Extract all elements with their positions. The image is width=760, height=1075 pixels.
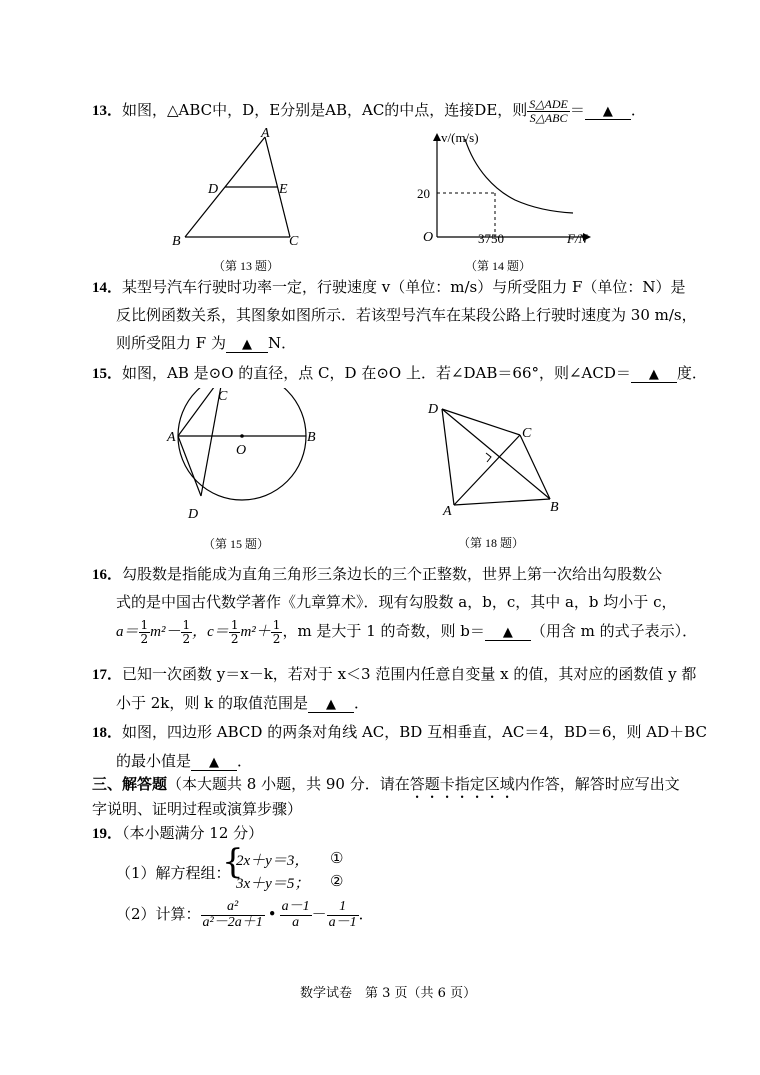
q15-number: 15． (92, 366, 123, 382)
q17-end: ． (354, 694, 370, 712)
q16-half-2 (181, 619, 193, 645)
q13-end: ． (630, 101, 646, 120)
q19-mark1: ① (330, 849, 344, 867)
q16-line2 (116, 591, 676, 612)
figure-13 (165, 125, 315, 273)
q13-frac-num: S△ADE (529, 97, 568, 111)
section3-desc-b: 内作答，解答时应写出文 (514, 775, 680, 793)
fig15-chord-ad (178, 436, 201, 496)
q16-number: 16． (92, 567, 123, 583)
q14-text-1: 某型号汽车行驶时功率一定，行驶速度 v（单位：m/s）与所受阻力 F（单位：N）是 (122, 278, 686, 296)
q19-frac3-den: a－1 (328, 914, 357, 930)
q14-line2 (116, 304, 697, 325)
q13-eq: ＝ (569, 101, 585, 120)
q18-text-2: 的最小值是 (116, 752, 192, 770)
q18-line1 (92, 721, 707, 742)
fig15-label-d: D (188, 507, 199, 522)
q19-brace: { (222, 842, 244, 882)
fig15-label-a: A (167, 430, 176, 445)
q14-text-3-end: N． (267, 334, 297, 352)
fig15-label-c: C (218, 389, 228, 404)
q19-score: （本小题满分 12 分） (122, 824, 264, 842)
fig13-label-d: D (208, 182, 219, 197)
q18-text-1: 如图，四边形 ABCD 的两条对角线 AC，BD 互相垂直，AC＝4，BD＝6，则 AD＋BC (122, 723, 707, 741)
fig14-ylabel: v/(m/s) (441, 130, 479, 145)
q16-half4-den: 2 (272, 631, 281, 646)
figure-18 (420, 395, 570, 555)
q19-minus: － (311, 905, 327, 924)
fig15-caption: （第 15 题） (203, 537, 270, 551)
q16-text-1: 勾股数是指能成为直角三角形三条边长的三个正整数，世界上第一次给出勾股数公 (122, 565, 663, 583)
q19-frac2 (280, 900, 312, 930)
q17-line2 (116, 692, 369, 713)
q13-answer-blank (585, 101, 631, 120)
fig18-label-a: A (443, 504, 452, 519)
q19-frac1-den: a²－2a＋1 (202, 914, 263, 930)
fig18-side-ba (454, 499, 550, 505)
fig18-side-cb (520, 435, 550, 499)
q19-mark2: ② (330, 872, 344, 890)
triangle-icon: ▲ (241, 337, 252, 352)
fig14-caption: （第 14 题） (465, 259, 532, 273)
fig15-label-o: O (236, 443, 247, 458)
q14-line1 (92, 276, 686, 297)
fig18-side-dc (442, 409, 520, 435)
q16-text-2: 式的是中国古代数学著作《九章算术》．现有勾股数 a，b，c，其中 a，b 均小于 c， (116, 593, 677, 611)
q19-frac3 (327, 900, 359, 930)
fig13-caption: （第 13 题） (213, 259, 280, 273)
q19-frac1 (201, 900, 265, 930)
q16-end: （用含 m 的式子表示）． (530, 622, 698, 641)
q14-number: 14． (92, 280, 123, 296)
q16-line1 (92, 563, 662, 584)
q19-part2 (116, 900, 374, 930)
q19-frac2-den: a (292, 914, 300, 930)
fig18-right-angle-mark (486, 453, 491, 462)
q16-half-den: 2 (140, 631, 149, 646)
q15-text: 如图，AB 是⊙O 的直径，点 C，D 在⊙O 上．若∠DAB＝66°，则∠ACD＝ (122, 364, 631, 382)
q14-text-3: 则所受阻力 F 为 (116, 334, 226, 352)
q17-line1 (92, 663, 696, 684)
triangle-icon: ▲ (602, 104, 613, 120)
q16-a-eq: a＝ (116, 624, 139, 641)
q14-text-2: 反比例函数关系，其图象如图所示．若该型号汽车在某段公路上行驶时速度为 30 m/s， (116, 306, 697, 324)
q16-cond: ，m 是大于 1 的奇数，则 b＝ (282, 622, 485, 641)
q18-answer-blank (191, 752, 237, 771)
section3-desc-emphasis: 答题卡指定区域 (409, 775, 515, 793)
section3-title: 三、解答题 (92, 777, 168, 793)
fig14-ytick: 20 (417, 186, 430, 201)
fig14-curve (465, 139, 573, 213)
q13-line (92, 98, 646, 124)
q19-eq1: 2x＋y＝3， (236, 853, 310, 869)
q16-m2-minus: m²－ (150, 624, 181, 641)
triangle-icon: ▲ (648, 367, 659, 382)
q19-part2-label: （2）计算： (116, 905, 201, 924)
fig18-caption: （第 18 题） (458, 536, 525, 550)
page-footer: 数学试卷 第 3 页（共 6 页） (300, 986, 477, 1001)
q13-text: 如图，△ABC中，D，E分别是AB，AC的中点，连接DE，则 (122, 101, 528, 120)
q16-half3-num: 1 (230, 618, 239, 632)
fig13-label-a: A (261, 126, 270, 141)
section3-line2 (92, 798, 302, 819)
q13-frac-den: S△ABC (529, 110, 568, 125)
fig18-side-ad (442, 409, 454, 505)
q16-answer-blank (485, 622, 531, 641)
q13-fraction (527, 98, 570, 124)
q16-c-eq: ，c＝ (192, 624, 229, 641)
q16-half-3 (229, 619, 241, 645)
triangle-icon: ▲ (209, 755, 220, 770)
q15-end: 度． (676, 364, 707, 382)
q18-line2 (116, 750, 252, 771)
q18-number: 18． (92, 725, 123, 741)
fig13-label-b: B (172, 234, 181, 249)
q16-half3-den: 2 (230, 631, 239, 646)
q16-half-num: 1 (140, 618, 149, 632)
q16-half4-num: 1 (272, 618, 281, 632)
q19-number: 19． (92, 826, 123, 842)
section3-desc-2: 字说明、证明过程或演算步骤） (92, 800, 303, 818)
q16-half-1 (139, 619, 151, 645)
q19-part1-label: （1）解方程组： (116, 864, 231, 882)
fig14-y-arrow (433, 133, 441, 141)
q19-frac2-num: a－1 (281, 899, 310, 914)
fig18-label-b: B (550, 500, 559, 515)
q17-text-1: 已知一次函数 y＝x－k，若对于 x＜3 范围内任意自变量 x 的值，其对应的函数值 y 都 (122, 665, 697, 683)
fig14-xlabel: F/N (567, 231, 588, 246)
q16-half-4 (271, 619, 283, 645)
fig18-label-c: C (522, 426, 532, 441)
fig18-diagonal-ac (454, 435, 520, 505)
q19-times: • (267, 905, 277, 924)
q19-eq2: 3x＋y＝5； (236, 876, 310, 892)
fig14-origin: O (423, 230, 434, 245)
q14-answer-blank (226, 334, 268, 353)
triangle-icon: ▲ (502, 625, 513, 641)
fig14-xtick: 3750 (478, 231, 504, 246)
q13-number: 13． (92, 103, 123, 120)
q19-end: ． (358, 905, 374, 924)
q16-half2-num: 1 (182, 618, 191, 632)
fig15-label-b: B (307, 430, 316, 445)
fig13-label-e: E (279, 182, 288, 197)
fig18-label-d: D (428, 402, 439, 417)
section3-desc-a: （本大题共 8 小题，共 90 分．请在 (167, 775, 410, 793)
q19-frac3-num: 1 (327, 900, 359, 916)
q19-frac1-num: a² (201, 900, 265, 916)
figure-15 (165, 388, 325, 553)
q15-line (92, 362, 707, 383)
q16-line3 (116, 619, 697, 645)
q15-answer-blank (631, 364, 677, 383)
q17-answer-blank (308, 694, 354, 713)
q17-number: 17． (92, 667, 123, 683)
q14-line3 (116, 332, 296, 353)
q18-end: ． (237, 752, 253, 770)
q19-header (92, 822, 263, 843)
fig18-diagonal-bd (442, 409, 550, 499)
q16-m2-plus: m²＋ (240, 624, 271, 641)
q17-text-2: 小于 2k，则 k 的取值范围是 (116, 694, 309, 712)
fig15-center-point (240, 434, 244, 438)
triangle-icon: ▲ (326, 697, 337, 712)
figure-14 (415, 125, 600, 273)
fig13-label-c: C (289, 234, 299, 249)
q16-half2-den: 2 (182, 631, 191, 646)
